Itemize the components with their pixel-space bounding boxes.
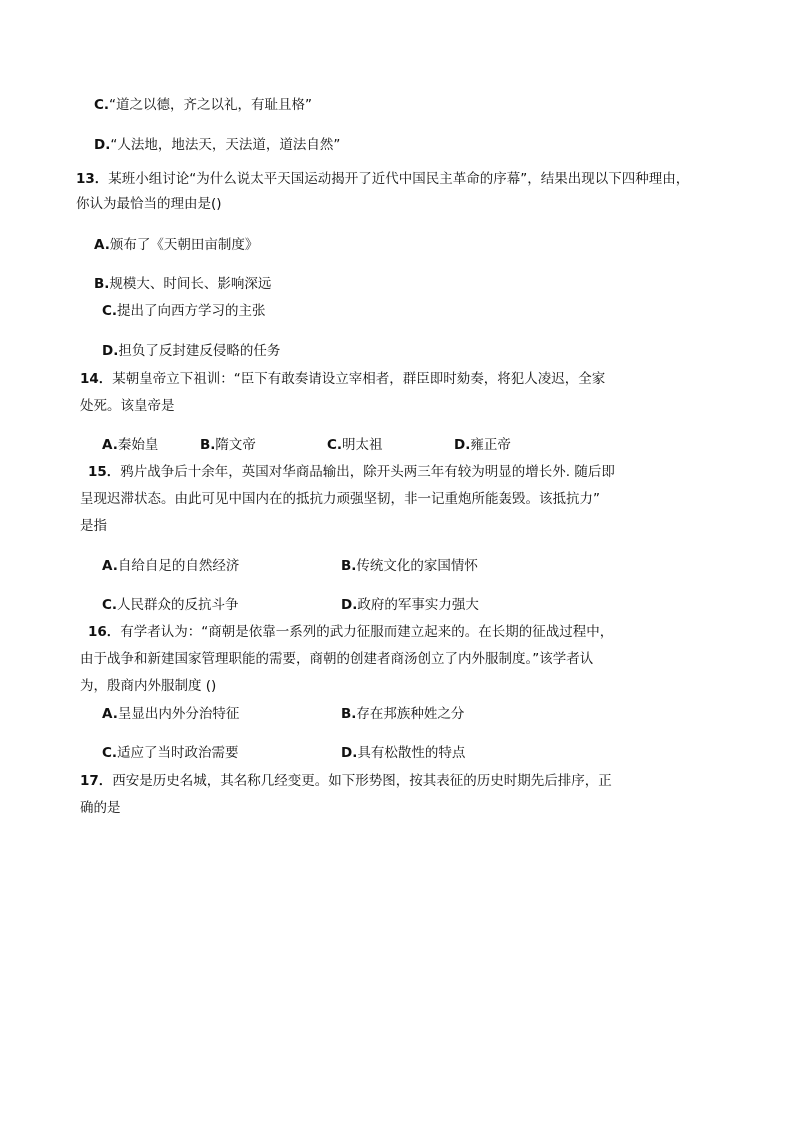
q16-stem-line3: 为，殷商内外服制度 () [80, 678, 217, 694]
q15-option-d: D.政府的军事实力强大 [341, 597, 479, 613]
q14-option-b: B.隋文帝 [200, 437, 256, 453]
q16-stem-line2: 由于战争和新建国家管理职能的需要，商朝的创建者商汤创立了内外服制度。”该学者认 [80, 651, 594, 667]
q15-option-c: C.人民群众的反抗斗争 [102, 597, 239, 613]
q13-stem-line1: 13．某班小组讨论“为什么说太平天国运动揭开了近代中国民主革命的序幕”，结果出现以下四种理由， [76, 171, 690, 187]
q13-option-c: C.提出了向西方学习的主张 [102, 303, 266, 319]
q13-option-a: A.颁布了《天朝田亩制度》 [94, 237, 259, 253]
q15-option-a: A.自给自足的自然经济 [102, 558, 240, 574]
q14-stem-line2: 处死。该皇帝是 [80, 398, 175, 414]
q13-option-b: B.规模大、时间长、影响深远 [94, 276, 272, 292]
q16-option-b: B.存在邦族种姓之分 [341, 706, 465, 722]
q14-option-d: D.雍正帝 [454, 437, 511, 453]
q17-stem-line2: 确的是 [80, 800, 121, 816]
q14-stem-line1: 14．某朝皇帝立下祖训：“臣下有敢奏请设立宰相者，群臣即时劾奏，将犯人凌迟，全家 [80, 371, 606, 387]
q15-stem-line2: 呈现迟滞状态。由此可见中国内在的抵抗力顽强坚韧，非一记重炮所能轰毁。该抵抗力” [80, 491, 600, 507]
q15-stem-line3: 是指 [80, 518, 107, 534]
q13-stem-line2: 你认为最恰当的理由是() [76, 196, 222, 212]
q16-option-c: C.适应了当时政治需要 [102, 745, 239, 761]
q14-option-a: A.秦始皇 [102, 437, 159, 453]
q14-option-c: C.明太祖 [327, 437, 383, 453]
q16-stem-line1: 16．有学者认为：“商朝是依靠一系列的武力征服而建立起来的。在长期的征战过程中， [88, 624, 614, 640]
q15-stem-line1: 15．鸦片战争后十余年，英国对华商品输出，除开头两三年有较为明显的增长外. 随后即 [88, 464, 615, 480]
q12-option-c: C.“道之以德，齐之以礼，有耻且格” [94, 97, 313, 113]
q15-option-b: B.传统文化的家国情怀 [341, 558, 478, 574]
q17-stem-line1: 17．西安是历史名城，其名称几经变更。如下形势图，按其表征的历史时期先后排序，正 [80, 773, 612, 789]
q13-option-d: D.担负了反封建反侵略的任务 [102, 343, 281, 359]
q16-option-d: D.具有松散性的特点 [341, 745, 466, 761]
q12-option-d: D.“人法地，地法天，天法道，道法自然” [94, 137, 341, 153]
q16-option-a: A.呈显出内外分治特征 [102, 706, 240, 722]
